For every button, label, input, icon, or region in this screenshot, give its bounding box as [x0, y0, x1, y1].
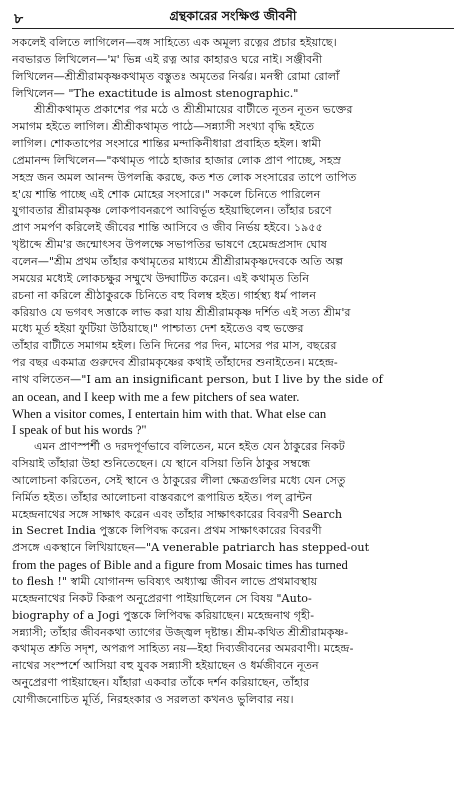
- text-line: মহেন্দ্রনাথের নিকট কিরূপ অনুপ্রেরণা পাইয়াছিলেন সে বিষয় "Auto-: [12, 591, 312, 605]
- text-line: মহেন্দ্রনাথের সঙ্গে সাক্ষাৎ করেন এবং তাঁহার সাক্ষাৎকারের বিবরণী Search: [12, 507, 343, 521]
- text-line: an ocean, and I keep with me a few pitchers of sea water.: [12, 389, 300, 404]
- running-title: গ্রন্থকারের সংক্ষিপ্ত জীবনী: [169, 8, 297, 23]
- text-line: নির্মিত হইত। তাঁহার আলোচনা বাস্তবরূপে রূপায়িত হইত। পল্ ব্রান্টন: [12, 490, 313, 504]
- text-line: সমাগম হইতে লাগিল। শ্রীশ্রীকথামৃত পাঠে—সন্ন্যাসী সংখ্যা বৃদ্ধি হইতে: [12, 120, 315, 134]
- text-line: প্রসঙ্গে একস্থানে লিখিয়াছেন—"A venerable patriarch has stepped-out: [12, 541, 370, 555]
- text-line: মধ্যে মূর্ত হইয়া ফুটিয়া উঠিয়াছে।" পাশ্চাত্য দেশ হইতেও বহু ভক্তের: [12, 322, 304, 336]
- text-line: নাথ বলিতেন—"I am an insignificant person, but I live by the side of: [12, 372, 383, 386]
- text-line: in Secret India পুস্তকে লিপিবদ্ধ করেন। প্রথম সাক্ষাৎকারের বিবরণী: [12, 524, 322, 538]
- text-line: I speak of but his words ?": [12, 423, 147, 438]
- text-line: to flesh !" স্বামী যোগানন্দ ভবিষ্যৎ অধ্যাত্ম জীবন লাভে প্রথমাবস্থায়: [12, 575, 318, 588]
- text-line: খৃষ্টাব্দে শ্রীম'র জন্মোৎসব উপলক্ষে সভাপতির ভাষণে হেমেন্দ্রপ্রসাদ ঘোষ: [12, 238, 327, 252]
- text-line: প্রেমানন্দ লিখিলেন—"কথামৃত পাঠে হাজার হাজার লোক প্রাণ পাচ্ছে, সহস্র: [12, 153, 342, 167]
- text-line: বসিয়াই তাঁহারা উহা শুনিতেছেন। যে স্থানে বসিয়া তিনি ঠাকুর সম্বন্ধে: [12, 457, 311, 471]
- text-line: বলেন—"শ্রীম প্রথম তাঁহার কথামৃতের মাধ্যমে শ্রীশ্রীরামকৃষ্ণদেবকে অতি অল্প: [12, 254, 344, 268]
- text-line: যোগীজনোচিত মূর্তি, নিরহংকার ও সরলতা কখনও ভুলিবার নয়।: [12, 692, 294, 706]
- text-line: biography of a Jogi পুস্তকে লিপিবদ্ধ করিয়াছেন। মহেন্দ্রনাথ গৃহী-: [12, 608, 314, 622]
- text-line: নাথের সংস্পর্শে আসিয়া বহু যুবক সন্ন্যাসী হইয়াছেন ও ধর্মজীবনে নূতন: [12, 659, 319, 673]
- body-text: [12, 35, 454, 709]
- text-line: রচনা না করিলে শ্রীঠাকুরকে চিনিতে বহু বিলম্ব হইত। গার্হস্থ্য ধর্ম পালন: [12, 288, 317, 302]
- text-line: When a visitor comes, I entertain him with that. What else can: [12, 406, 327, 421]
- text-line: আলোচনা করিতেন, সেই স্থানে ও ঠাকুরের লীলা ক্ষেত্রগুলির মধ্যে যেন সেতু: [12, 473, 346, 487]
- text-line: সময়ের মধ্যেই লোকচক্ষুর সম্মুখে উদ্ঘাটিত করেন। এই কথামৃত তিনি: [12, 271, 309, 285]
- text-line: কথামৃত শ্রুতি সদৃশ, অপরূপ সাহিত্য নয়—ইহা দিব্যজীবনের অমরবাণী। মহেন্দ্র-: [12, 642, 354, 656]
- text-line: সন্ন্যাসী; তাঁহার জীবনকথা ত্যাগের উজ্জ্বল দৃষ্টান্ত। শ্রীম-কথিত শ্রীশ্রীরামকৃষ্ণ-: [12, 625, 349, 639]
- text-line: এমন প্রাণস্পর্শী ও দরদপূর্ণভাবে বলিতেন, মনে হইত যেন ঠাকুরের নিকট: [34, 440, 345, 454]
- text-line: তাঁহার বাটীতে সমাগম হইল। তিনি দিনের পর দিন, মাসের পর মাস, বছরের: [12, 339, 337, 353]
- text-line: হ'য়ে শান্তি পাচ্ছে এই শোক মোহের সংসারে।" সকলে চিনিতে পারিলেন: [12, 187, 321, 201]
- page-header: [12, 6, 454, 29]
- text-line: লিখিলেন—শ্রীশ্রীরামকৃষ্ণকথামৃত বস্তুতঃ অমৃতের নির্ঝর। মনস্বী রোমা রোলাঁ: [12, 69, 340, 83]
- text-line: করিয়াও যে ভগবৎ সত্তাকে লাভ করা যায় শ্রীশ্রীরামকৃষ্ণ দর্শিত এই সত্য শ্রীম'র: [12, 305, 351, 319]
- text-line: সহস্র জন অমল আনন্দ উপলব্ধি করছে, কত শত লোক সংসারের তাপে তাপিত: [12, 170, 357, 184]
- text-line: যুগাবতার শ্রীরামকৃষ্ণ লোকপাবনরূপে আবির্ভূত হইয়াছিলেন। তাঁহার চরণে: [12, 204, 332, 218]
- page-number: ৮: [14, 11, 24, 27]
- text-line: অনুপ্রেরণা পাইয়াছেন। যাঁহারা একবার তাঁকে দর্শন করিয়াছেন, তাঁহার: [12, 676, 310, 690]
- text-line: লাগিল। শোকতাপের সংসারে শান্তির মন্দাকিনীধারা প্রবাহিত হইল। স্বামী: [12, 137, 321, 151]
- text-line: নবভারত লিখিলেন—'ম' ভিন্ন এই রত্ন আর কাহারও ঘরে নাই। সঞ্জীবনী: [12, 52, 323, 66]
- text-line: প্রাণ সমর্পণ করিলেই জীবের শান্তি আসিবে ও জীব নির্ভয় হইবে। ১৯৫৫: [12, 221, 323, 235]
- text-line: লিখিলেন— "The exactitude is almost stenographic.": [12, 86, 299, 100]
- text-line: from the pages of Bible and a figure from Mosaic times has turned: [12, 558, 348, 573]
- text-line: পর বছর একমাত্র গুরুদেব শ্রীরামকৃষ্ণের কথাই তাঁহাদের শুনাইতেন। মহেন্দ্র-: [12, 356, 338, 370]
- text-line: শ্রীশ্রীকথামৃত প্রকাশের পর মঠে ও শ্রীশ্রীমায়ের বাটীতে নূতন নূতন ভক্তের: [34, 103, 353, 117]
- text-line: সকলেই বলিতে লাগিলেন—বঙ্গ সাহিত্যে এক অমূল্য রত্নের প্রচার হইয়াছে।: [12, 36, 337, 49]
